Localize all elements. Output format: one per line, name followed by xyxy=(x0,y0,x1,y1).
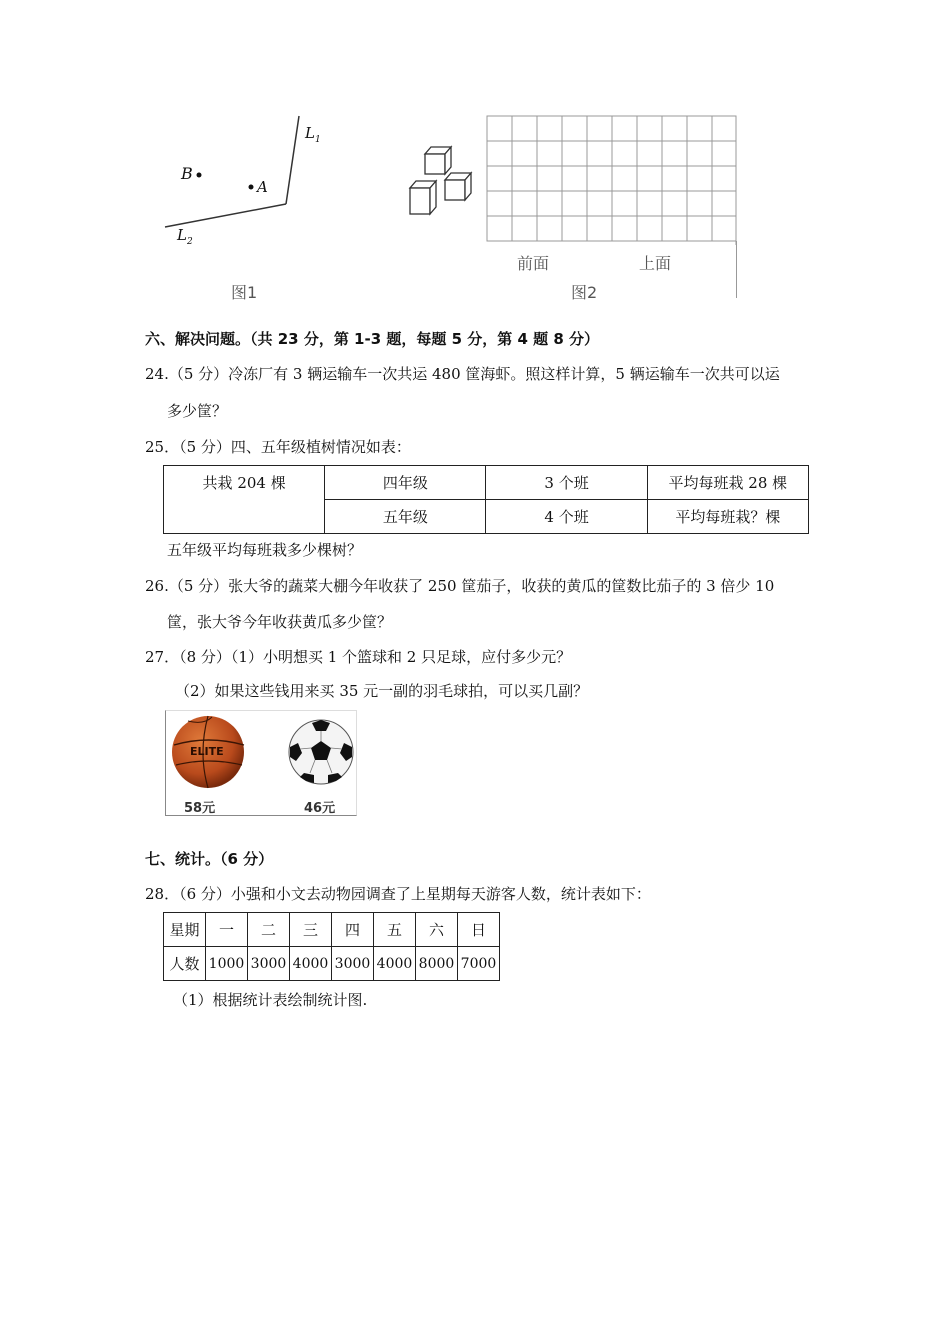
square-grid xyxy=(486,115,738,245)
q28-day-cell: 二 xyxy=(248,913,290,947)
label-point-a: A xyxy=(257,178,268,196)
q25-question: 五年级平均每班栽多少棵树？ xyxy=(167,541,363,559)
q27-line2: （2）如果这些钱用来买 35 元一副的羽毛球拍，可以买几副？ xyxy=(175,682,589,700)
q25-intro: 25．（5 分）四、五年级植树情况如表： xyxy=(145,438,411,456)
top-view-label: 上面 xyxy=(639,254,672,273)
label-l1: $L_1$ xyxy=(305,124,321,145)
section-7-heading: 七、统计。（6 分） xyxy=(145,850,274,868)
q28-value-cell: 8000 xyxy=(416,947,458,981)
basketball-price: 58元 xyxy=(184,801,216,816)
q28-value-cell: 4000 xyxy=(374,947,416,981)
balls-picture xyxy=(165,710,357,816)
figure-1-lines xyxy=(160,110,390,305)
figure-2 xyxy=(395,110,740,300)
q28-day-cell: 六 xyxy=(416,913,458,947)
q27-line1: 27．（8 分）（1）小明想买 1 个篮球和 2 只足球，应付多少元？ xyxy=(145,648,572,666)
q28-day-cell: 日 xyxy=(458,913,500,947)
q25-cell: 五年级 xyxy=(325,500,486,534)
label-point-b: B xyxy=(181,164,193,183)
q28-value-cell: 7000 xyxy=(458,947,500,981)
figure-2-caption: 图2 xyxy=(571,283,598,302)
q24-line2: 多少筐？ xyxy=(167,402,228,420)
figure-1 xyxy=(160,110,390,305)
q28-day-cell: 一 xyxy=(206,913,248,947)
q26-line2: 筐，张大爷今年收获黄瓜多少筐？ xyxy=(167,613,393,631)
basketball-brand: ELITE xyxy=(190,745,224,758)
q25-cell: 四年级 xyxy=(325,466,486,500)
q28-value-cell: 3000 xyxy=(248,947,290,981)
q25-cell: 4 个班 xyxy=(486,500,647,534)
soccer-ball-icon xyxy=(286,717,356,787)
q28-value-cell: 1000 xyxy=(206,947,248,981)
q26-line1: 26.（5 分）张大爷的蔬菜大棚今年收获了 250 筐茄子，收获的黄瓜的筐数比茄子的 3 倍少 10 xyxy=(145,577,775,595)
q24-line1: 24.（5 分）冷冻厂有 3 辆运输车一次共运 480 筐海虾。照这样计算，5 辆运输车一次共可以运 xyxy=(145,365,780,383)
q28-table xyxy=(163,912,500,981)
point-b-dot xyxy=(197,173,202,178)
basketball-icon xyxy=(168,713,252,793)
line-l2 xyxy=(165,204,286,227)
line-l1 xyxy=(286,116,299,204)
label-l2: $L_2$ xyxy=(177,226,193,247)
q28-header-label: 星期 xyxy=(164,913,206,947)
q25-table xyxy=(163,465,809,534)
q25-cell: 平均每班栽 28 棵 xyxy=(647,466,808,500)
q28-value-cell: 4000 xyxy=(290,947,332,981)
q28-value-cell: 3000 xyxy=(332,947,374,981)
point-a-dot xyxy=(249,185,254,190)
cubes-drawing xyxy=(400,140,480,250)
section-6-heading: 六、解决问题。（共 23 分，第 1-3 题，每题 5 分，第 4 题 8 分） xyxy=(145,330,600,348)
front-view-label: 前面 xyxy=(517,254,550,273)
q28-sub1: （1）根据统计表绘制统计图. xyxy=(173,991,368,1009)
q25-total-cell: 共栽 204 棵 xyxy=(164,466,325,534)
q28-day-cell: 三 xyxy=(290,913,332,947)
q25-cell: 3 个班 xyxy=(486,466,647,500)
grid-right-edge xyxy=(736,241,737,298)
figure-1-caption: 图1 xyxy=(231,283,258,302)
q28-value-label: 人数 xyxy=(164,947,206,981)
q25-cell: 平均每班栽？棵 xyxy=(647,500,808,534)
q28-day-cell: 五 xyxy=(374,913,416,947)
q28-intro: 28．（6 分）小强和小文去动物园调查了上星期每天游客人数，统计表如下： xyxy=(145,885,651,903)
q28-day-cell: 四 xyxy=(332,913,374,947)
soccer-ball-price: 46元 xyxy=(304,801,336,816)
